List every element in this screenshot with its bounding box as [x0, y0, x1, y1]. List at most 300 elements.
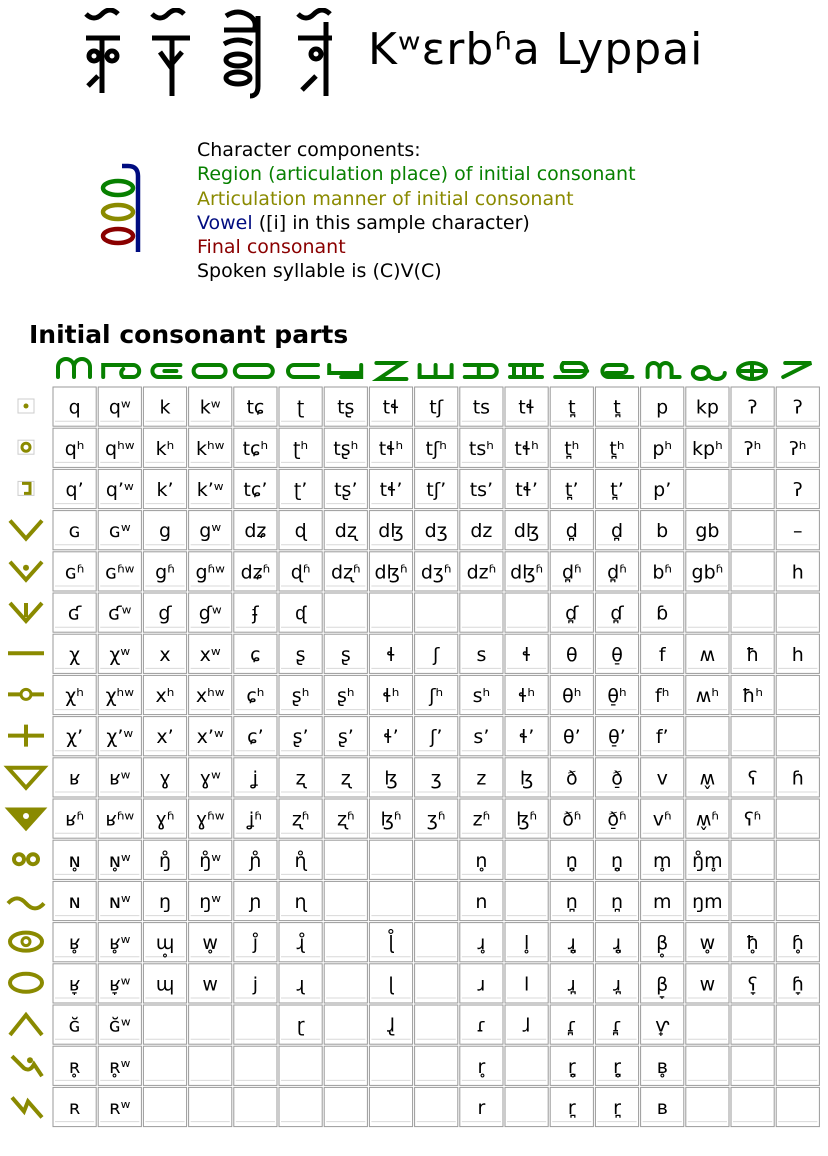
cell-symbol: ɬʰ [518, 685, 536, 707]
table-cell [776, 1046, 819, 1085]
cell-symbol: ɦ̞ [791, 973, 804, 996]
cell-symbol: kʰ [155, 437, 175, 460]
cell-symbol: ɠʷ [198, 602, 222, 625]
cell-symbol: dʑ [244, 520, 267, 543]
cell-symbol: ʂʰ [291, 685, 310, 707]
cell-symbol: θ̠ [611, 643, 623, 666]
cell-symbol: ɠ [158, 602, 172, 625]
table-cell [415, 593, 458, 632]
legend-final: Final consonant [197, 236, 346, 259]
cell-symbol: r̪̥ [567, 1055, 576, 1078]
cell-symbol: p [656, 396, 669, 419]
table-cell [369, 1046, 412, 1085]
cell-symbol: ɻ [296, 973, 305, 996]
cell-symbol: tʃ’ [426, 479, 447, 501]
table-row [53, 717, 819, 756]
cell-symbol: tʂ [337, 396, 355, 419]
cell-symbol: r̥ [477, 1055, 486, 1078]
cell-symbol: ɳ [294, 891, 307, 913]
cell-symbol: r̪ [613, 1097, 621, 1119]
cell-symbol: ɢʱ [64, 561, 85, 584]
cell-symbol: h [791, 561, 804, 584]
cell-symbol: ʐʱ [337, 808, 355, 831]
cell-symbol: ʀ [68, 1097, 81, 1119]
region-6-icon [288, 365, 318, 377]
cell-symbol: ʔ [792, 396, 803, 419]
table-cell [415, 1046, 458, 1085]
cell-symbol: ʁ̥ʷ [109, 932, 131, 955]
table-cell [415, 923, 458, 962]
cell-symbol: ⱱ̟ [655, 1014, 670, 1037]
table-cell [505, 1046, 548, 1085]
cross-icon [8, 725, 44, 747]
cell-symbol: tɬ’ [515, 479, 538, 501]
cell-symbol: qʰʷ [105, 437, 135, 460]
table-cell [279, 1046, 322, 1085]
table-cell [324, 1087, 367, 1126]
cell-symbol: tʃ [429, 396, 444, 419]
cell-symbol: h [791, 643, 804, 666]
table-cell [369, 881, 412, 920]
table-cell [415, 881, 458, 920]
cell-symbol: dɮ [513, 520, 540, 543]
cell-symbol: ʕʱ [743, 808, 762, 831]
cell-symbol: d̪ʱ [561, 561, 582, 584]
table-cell [324, 1046, 367, 1085]
cell-symbol: ɗ̪ [610, 602, 624, 625]
table-row [53, 840, 819, 879]
cell-symbol: z [476, 767, 487, 790]
table-cell [189, 1046, 232, 1085]
cell-symbol: ɾ̪ [611, 1014, 623, 1037]
cell-symbol: ħ [745, 643, 760, 666]
cell-symbol: χ’ [66, 726, 84, 749]
cell-symbol: ŋm [692, 891, 723, 913]
table-cell [731, 511, 774, 550]
table-cell [505, 840, 548, 879]
cell-symbol: t̪ [568, 396, 576, 419]
cell-symbol: tɬ’ [379, 479, 403, 501]
table-cell [143, 1005, 186, 1044]
cell-symbol: ŋ̊ [158, 849, 172, 872]
table-cell [731, 593, 774, 632]
cell-symbol: ɢ̆ [68, 1014, 81, 1037]
triangle-icon [8, 768, 44, 788]
table-cell [776, 799, 819, 838]
table-row [53, 511, 819, 550]
cell-symbol: tɕ [246, 396, 265, 419]
legend-heading: Character components: [197, 139, 421, 161]
cell-symbol: dʒʱ [420, 561, 452, 584]
cell-symbol: xʰ [155, 685, 175, 707]
table-row [53, 387, 819, 426]
region-7-icon [329, 365, 361, 377]
cell-symbol: k’ [156, 479, 174, 501]
triangle-dot-icon [8, 809, 44, 829]
cell-symbol: w [699, 973, 716, 996]
cell-symbol: ɹ̪̥ [567, 932, 576, 955]
cell-symbol: m̥ [652, 849, 672, 872]
table-row [53, 923, 819, 962]
cell-symbol: ʁʱʷ [105, 808, 135, 831]
table-cell [505, 1087, 548, 1126]
cell-symbol: r̪ [567, 1097, 576, 1119]
cell-symbol: ɺ [522, 1014, 531, 1037]
cell-symbol: ɲ̊ [249, 849, 262, 872]
legend-vowel: Vowel [197, 211, 253, 234]
cell-symbol: r̪̥ [613, 1055, 621, 1078]
cell-symbol: ɕ’ [247, 726, 264, 749]
cell-symbol: ŋ̊ʷ [199, 849, 222, 872]
table-cell [143, 1046, 186, 1085]
cell-symbol: tɬʰ [378, 437, 404, 460]
cell-symbol: tʂ’ [334, 479, 358, 501]
cell-symbol: vʱ [652, 808, 672, 831]
cell-symbol: θʰ [562, 685, 582, 707]
table-row [53, 964, 819, 1003]
cell-symbol: n̪ [610, 891, 624, 913]
cell-symbol: t̪’ [610, 479, 624, 501]
table-cell [686, 469, 729, 508]
table-cell [686, 593, 729, 632]
table-cell [234, 1046, 277, 1085]
cell-symbol: ʔ [792, 479, 803, 501]
table-cell [686, 1005, 729, 1044]
region-3-icon [152, 365, 180, 377]
cell-symbol: tɬ [518, 396, 535, 419]
cell-symbol: ɮ [519, 767, 534, 790]
cell-symbol: ʈʰ [293, 437, 309, 460]
table-cell [324, 923, 367, 962]
cell-symbol: ɦ̥ [791, 932, 804, 955]
cell-symbol: ɹ̪ [567, 973, 576, 996]
cell-symbol: ʐʱ [291, 808, 310, 831]
table-cell [776, 881, 819, 920]
cell-symbol: ɮʱ [380, 808, 402, 831]
table-cell [324, 881, 367, 920]
cell-symbol: r [477, 1097, 486, 1119]
cell-symbol: tɬ [382, 396, 400, 419]
table-cell [415, 1087, 458, 1126]
table-cell [505, 593, 548, 632]
cell-symbol: ʃʰ [429, 685, 444, 707]
cell-symbol: ʝ [252, 767, 259, 790]
cell-symbol: f [658, 643, 666, 666]
cell-symbol: m [652, 891, 672, 913]
cell-symbol: dʑʱ [240, 561, 271, 584]
cell-symbol: ɣʷ [199, 767, 221, 790]
cell-symbol: q’ [65, 479, 84, 501]
table-row [53, 799, 819, 838]
double-ring-icon [14, 854, 38, 864]
cell-symbol: ɬ [386, 643, 396, 666]
cell-symbol: ɽ [296, 1014, 305, 1037]
table-cell [415, 964, 458, 1003]
cell-symbol: dzʱ [466, 561, 497, 584]
cell-symbol: θ̠’ [608, 726, 626, 749]
table-cell [776, 1005, 819, 1044]
cell-symbol: ɭ̊ [388, 932, 394, 955]
cell-symbol: ŋ̊m̥ [692, 849, 723, 872]
cell-symbol: ʍ [699, 643, 716, 666]
table-cell [324, 840, 367, 879]
table-cell [143, 1087, 186, 1126]
cell-symbol: ð̠ʱ [607, 808, 627, 831]
cell-symbol: gʷ [199, 520, 222, 543]
cell-symbol: v [656, 767, 668, 790]
cell-symbol: qʰ [64, 437, 85, 460]
cell-symbol: ɖ [294, 520, 307, 543]
table-cell [731, 1005, 774, 1044]
cell-symbol: χ’ʷ [106, 726, 134, 749]
cell-symbol: ɦ [791, 767, 804, 790]
table-row [53, 593, 819, 632]
cell-symbol: θ’ [562, 726, 581, 749]
cell-symbol: ɭ [388, 973, 394, 996]
cell-symbol: q [68, 396, 81, 419]
table-row [53, 1005, 819, 1044]
cell-symbol: ts’ [469, 479, 494, 501]
table-row [53, 634, 819, 673]
cell-symbol: k [159, 396, 171, 419]
cell-symbol: j̊ [252, 932, 259, 955]
cell-symbol: ʁ̞ [68, 973, 81, 996]
cell-symbol: p’ [653, 479, 672, 501]
caret-icon [10, 1015, 42, 1035]
cell-symbol: l [523, 973, 530, 996]
cell-symbol: t̪’ [565, 479, 579, 501]
table-cell [731, 881, 774, 920]
cell-symbol: kp [695, 396, 719, 419]
table-cell [324, 1005, 367, 1044]
cell-symbol: ɺ̢ [387, 1014, 395, 1037]
table-row [53, 758, 819, 797]
cell-symbol: sʰ [472, 685, 491, 707]
cell-symbol: χʰʷ [105, 685, 135, 707]
region-17-icon [783, 363, 811, 377]
cell-symbol: θ [565, 643, 578, 666]
cell-symbol: ɹ̪̥ [613, 932, 621, 955]
table-cell [776, 840, 819, 879]
cell-symbol: ʂ’ [337, 726, 354, 749]
cell-symbol: xʷ [199, 643, 221, 666]
cell-symbol: χʰ [65, 685, 84, 707]
region-13-icon [602, 365, 632, 377]
cell-symbol: l̥ [523, 932, 530, 955]
cell-symbol: ɰ [155, 973, 175, 996]
cell-symbol: n̥ [475, 849, 488, 872]
cell-symbol: ɳ̊ [294, 849, 307, 872]
cell-symbol: ɬ [521, 643, 532, 666]
cell-symbol: ɖʱ [290, 561, 311, 584]
cell-symbol: n [475, 891, 488, 913]
cell-symbol: ʀʷ [109, 1097, 131, 1119]
legend-vowel-note: ([i] in this sample character) [252, 211, 530, 234]
cell-symbol: ʔʰ [743, 437, 762, 460]
cell-symbol: ʕ [747, 767, 758, 790]
table-cell [505, 881, 548, 920]
cell-symbol: ɴ [68, 891, 81, 913]
cell-symbol: ðʱ [562, 808, 582, 831]
cell-symbol: gbʱ [691, 561, 724, 584]
cell-symbol: ʄ [252, 602, 259, 625]
cell-symbol: dɮʱ [510, 561, 544, 584]
cell-symbol: d̪ [565, 520, 578, 543]
table-cell [776, 1087, 819, 1126]
cell-symbol: gʱ [155, 561, 175, 584]
v-icon [10, 521, 42, 539]
table-cell [234, 1005, 277, 1044]
cell-symbol: xʰʷ [195, 685, 225, 707]
oval-icon [10, 974, 42, 992]
cell-symbol: fʰ [655, 685, 670, 707]
table-row [53, 675, 819, 714]
region-12-icon [555, 363, 587, 377]
cell-symbol: ɴ̥ʷ [108, 849, 131, 872]
cell-symbol: kʷ [199, 396, 221, 419]
cell-symbol: bʱ [652, 561, 673, 584]
cell-symbol: gʱʷ [195, 561, 225, 584]
cell-symbol: ʂ [295, 643, 306, 666]
cell-symbol: ɢʱʷ [105, 561, 135, 584]
cell-symbol: ɾ̪ [566, 1014, 577, 1037]
table-cell [279, 1087, 322, 1126]
cell-symbol: ɹ̥ [477, 932, 486, 955]
table-cell [189, 1005, 232, 1044]
table-row [53, 881, 819, 920]
cell-symbol: ʁʱ [65, 808, 85, 831]
cell-symbol: ɢ [68, 520, 81, 543]
cell-symbol: ʛ [67, 602, 82, 625]
cell-symbol: n̪̥ [565, 849, 578, 872]
cell-symbol: n̪̥ [610, 849, 624, 872]
cell-symbol: ʍ̬ʱ [695, 808, 719, 831]
cell-symbol: dz [470, 520, 493, 543]
table-cell [189, 1087, 232, 1126]
cell-symbol: dʐ [334, 520, 357, 543]
cell-symbol: gb [695, 520, 720, 543]
table-cell [369, 593, 412, 632]
cell-symbol: ɮ [384, 767, 398, 790]
cell-symbol: χ [69, 643, 81, 666]
cell-symbol: ʍʰ [695, 685, 720, 707]
table-cell [731, 1087, 774, 1126]
cell-symbol: ɹ̪ [613, 973, 621, 996]
cell-symbol: θ̠ʰ [607, 685, 627, 707]
cell-symbol: ʐ [295, 767, 306, 790]
cell-symbol: ʙ [656, 1097, 668, 1119]
cell-symbol: ɮʱ [516, 808, 538, 831]
cell-symbol: ɓ [656, 602, 669, 625]
cell-symbol: t̪ [613, 396, 621, 419]
cell-symbol: ʒ [430, 767, 442, 790]
cell-symbol: ʂ [340, 643, 351, 666]
cell-symbol: ʀ̥ [68, 1055, 81, 1078]
legend-manner: Articulation manner of initial consonant [197, 187, 574, 210]
section-title: Initial consonant parts [29, 320, 349, 349]
dot-icon [18, 399, 34, 413]
cell-symbol: β̞ [656, 973, 669, 996]
v-dot-icon [10, 562, 42, 580]
cell-symbol: ʁʷ [109, 767, 131, 790]
cell-symbol: ʁ̞ʷ [109, 973, 131, 996]
cell-symbol: t̪ʰ [609, 437, 625, 460]
cell-symbol: tʂʰ [333, 437, 359, 460]
cell-symbol: ʂʰ [337, 685, 355, 707]
region-2-icon [103, 365, 139, 377]
cell-symbol: x’ [156, 726, 174, 749]
cell-symbol: ɻ̊ [296, 932, 305, 955]
table-cell [460, 593, 503, 632]
cell-symbol: ʛʷ [108, 602, 132, 625]
cell-symbol: zʱ [472, 808, 491, 831]
ring-icon [18, 440, 34, 454]
cell-symbol: j [252, 973, 259, 996]
cell-symbol: ʃ [433, 643, 440, 666]
cell-symbol: t̪ʰ [564, 437, 580, 460]
legend-region: Region (articulation place) of initial consonant [197, 163, 636, 186]
cell-symbol: ʀ̥ʷ [109, 1055, 131, 1078]
cell-symbol: dɮʱ [374, 561, 408, 584]
region-5-icon [235, 365, 273, 377]
cell-symbol: ɬ’ [383, 726, 399, 749]
hook-icon [18, 481, 34, 495]
region-1-icon [58, 359, 90, 377]
region-11-icon [510, 365, 542, 377]
cell-symbol: ɕʰ [246, 685, 265, 707]
s-dot-icon [12, 1056, 42, 1076]
cell-symbol: – [793, 520, 803, 543]
table-cell [324, 964, 367, 1003]
cell-symbol: kpʰ [692, 437, 723, 460]
table-cell [415, 840, 458, 879]
table-cell [686, 1087, 729, 1126]
cell-symbol: ʈ’ [293, 479, 308, 501]
table-row [53, 469, 819, 508]
cell-symbol: qʷ [108, 396, 131, 419]
region-4-icon [194, 365, 226, 377]
cell-symbol: ʃ’ [429, 726, 443, 749]
legend-syllable: Spoken syllable is (C)V(C) [197, 260, 442, 283]
cell-symbol: ɰ̥ [155, 932, 175, 955]
cell-symbol: ʔʰ [789, 437, 807, 460]
cell-symbol: tʃʰ [425, 437, 447, 460]
v-arrow-icon [10, 603, 42, 621]
cell-symbol: kʰʷ [195, 437, 225, 460]
cell-symbol: ŋ [158, 891, 172, 913]
zigzag-icon [12, 1097, 42, 1117]
cell-symbol: s’ [473, 726, 490, 749]
region-10-icon [465, 365, 497, 377]
table-cell [776, 593, 819, 632]
cell-symbol: ts [472, 396, 491, 419]
cell-symbol: ʐ [340, 767, 351, 790]
cell-symbol: ʁ [68, 767, 81, 790]
cell-symbol: ʙ̥ [656, 1055, 668, 1078]
bar-ring-icon [8, 689, 44, 699]
table-cell [415, 1005, 458, 1044]
cell-symbol: dʐʱ [330, 561, 361, 584]
page-title: Kʷɛrbʱa Lyppai [368, 24, 704, 75]
cell-symbol: ŋʷ [199, 891, 222, 913]
cell-symbol: ɣ [159, 767, 171, 790]
table-row [53, 428, 819, 467]
cell-symbol: pʰ [652, 437, 673, 460]
cell-symbol: q’ʷ [105, 479, 134, 501]
cell-symbol: ɣʱ [155, 808, 175, 831]
region-8-icon [376, 363, 406, 379]
cell-symbol: ɹ [477, 973, 486, 996]
